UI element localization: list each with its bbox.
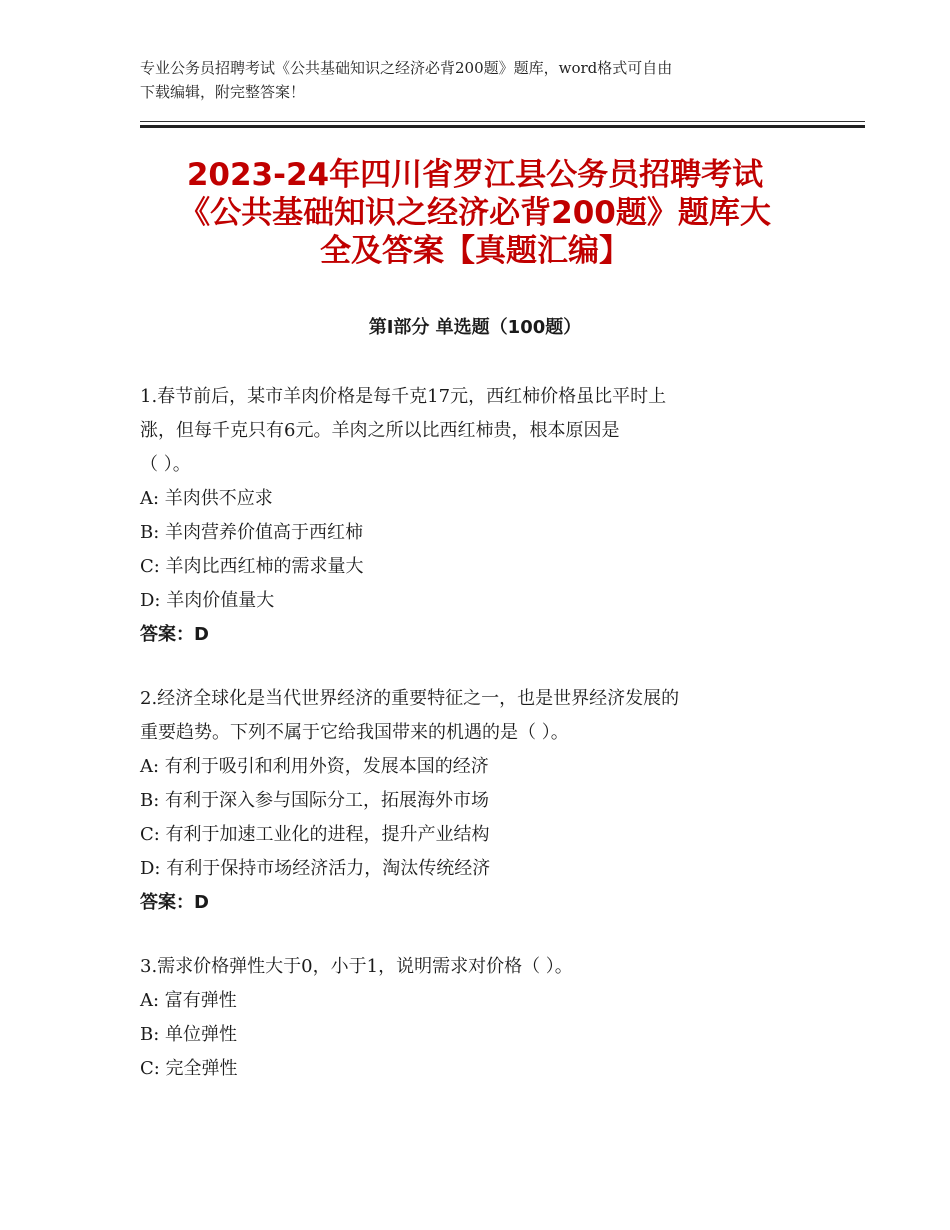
option-b: B: 有利于深入参与国际分工，拓展海外市场 xyxy=(140,790,490,811)
header-note-line: 下载编辑，附完整答案！ xyxy=(140,83,306,101)
option-b: B: 羊肉营养价值高于西红柿 xyxy=(140,522,364,543)
question-2 xyxy=(140,682,820,920)
document-title xyxy=(100,156,850,270)
header-divider-thin xyxy=(140,121,865,122)
title-line: 2023-24年四川省罗江县公务员招聘考试 xyxy=(186,157,764,193)
question-list xyxy=(140,380,820,1116)
title-line: 《公共基础知识之经济必背200题》题库大 xyxy=(179,195,771,231)
option-b: B: 单位弹性 xyxy=(140,1024,238,1045)
header-note xyxy=(140,56,810,104)
option-d: D: 有利于保持市场经济活力，淘汰传统经济 xyxy=(140,858,491,879)
question-1 xyxy=(140,380,820,652)
option-c: C: 完全弹性 xyxy=(140,1058,238,1079)
option-a: A: 富有弹性 xyxy=(140,990,237,1011)
option-c: C: 羊肉比西红柿的需求量大 xyxy=(140,556,364,577)
question-stem-line: （ ）。 xyxy=(140,454,191,475)
question-stem-line: 2.经济全球化是当代世界经济的重要特征之一，也是世界经济发展的 xyxy=(140,688,680,709)
title-line: 全及答案【真题汇编】 xyxy=(320,233,630,269)
option-a: A: 羊肉供不应求 xyxy=(140,488,273,509)
question-3 xyxy=(140,950,820,1086)
option-a: A: 有利于吸引和利用外资，发展本国的经济 xyxy=(140,756,489,777)
option-c: C: 有利于加速工业化的进程，提升产业结构 xyxy=(140,824,490,845)
question-stem-line: 涨，但每千克只有6元。羊肉之所以比西红柿贵，根本原因是 xyxy=(140,420,620,441)
header-divider-thick xyxy=(140,125,865,128)
question-stem-line: 3.需求价格弹性大于0，小于1，说明需求对价格（ ）。 xyxy=(140,956,573,977)
question-stem-line: 1.春节前后，某市羊肉价格是每千克17元，西红柿价格虽比平时上 xyxy=(140,386,667,407)
answer-label: 答案：D xyxy=(140,892,209,913)
part-heading: 第Ⅰ部分 单选题（100题） xyxy=(368,317,582,338)
question-stem-line: 重要趋势。下列不属于它给我国带来的机遇的是（ ）。 xyxy=(140,722,569,743)
header-note-line: 专业公务员招聘考试《公共基础知识之经济必背200题》题库，word格式可自由 xyxy=(140,59,673,77)
answer-label: 答案：D xyxy=(140,624,209,645)
option-d: D: 羊肉价值量大 xyxy=(140,590,275,611)
